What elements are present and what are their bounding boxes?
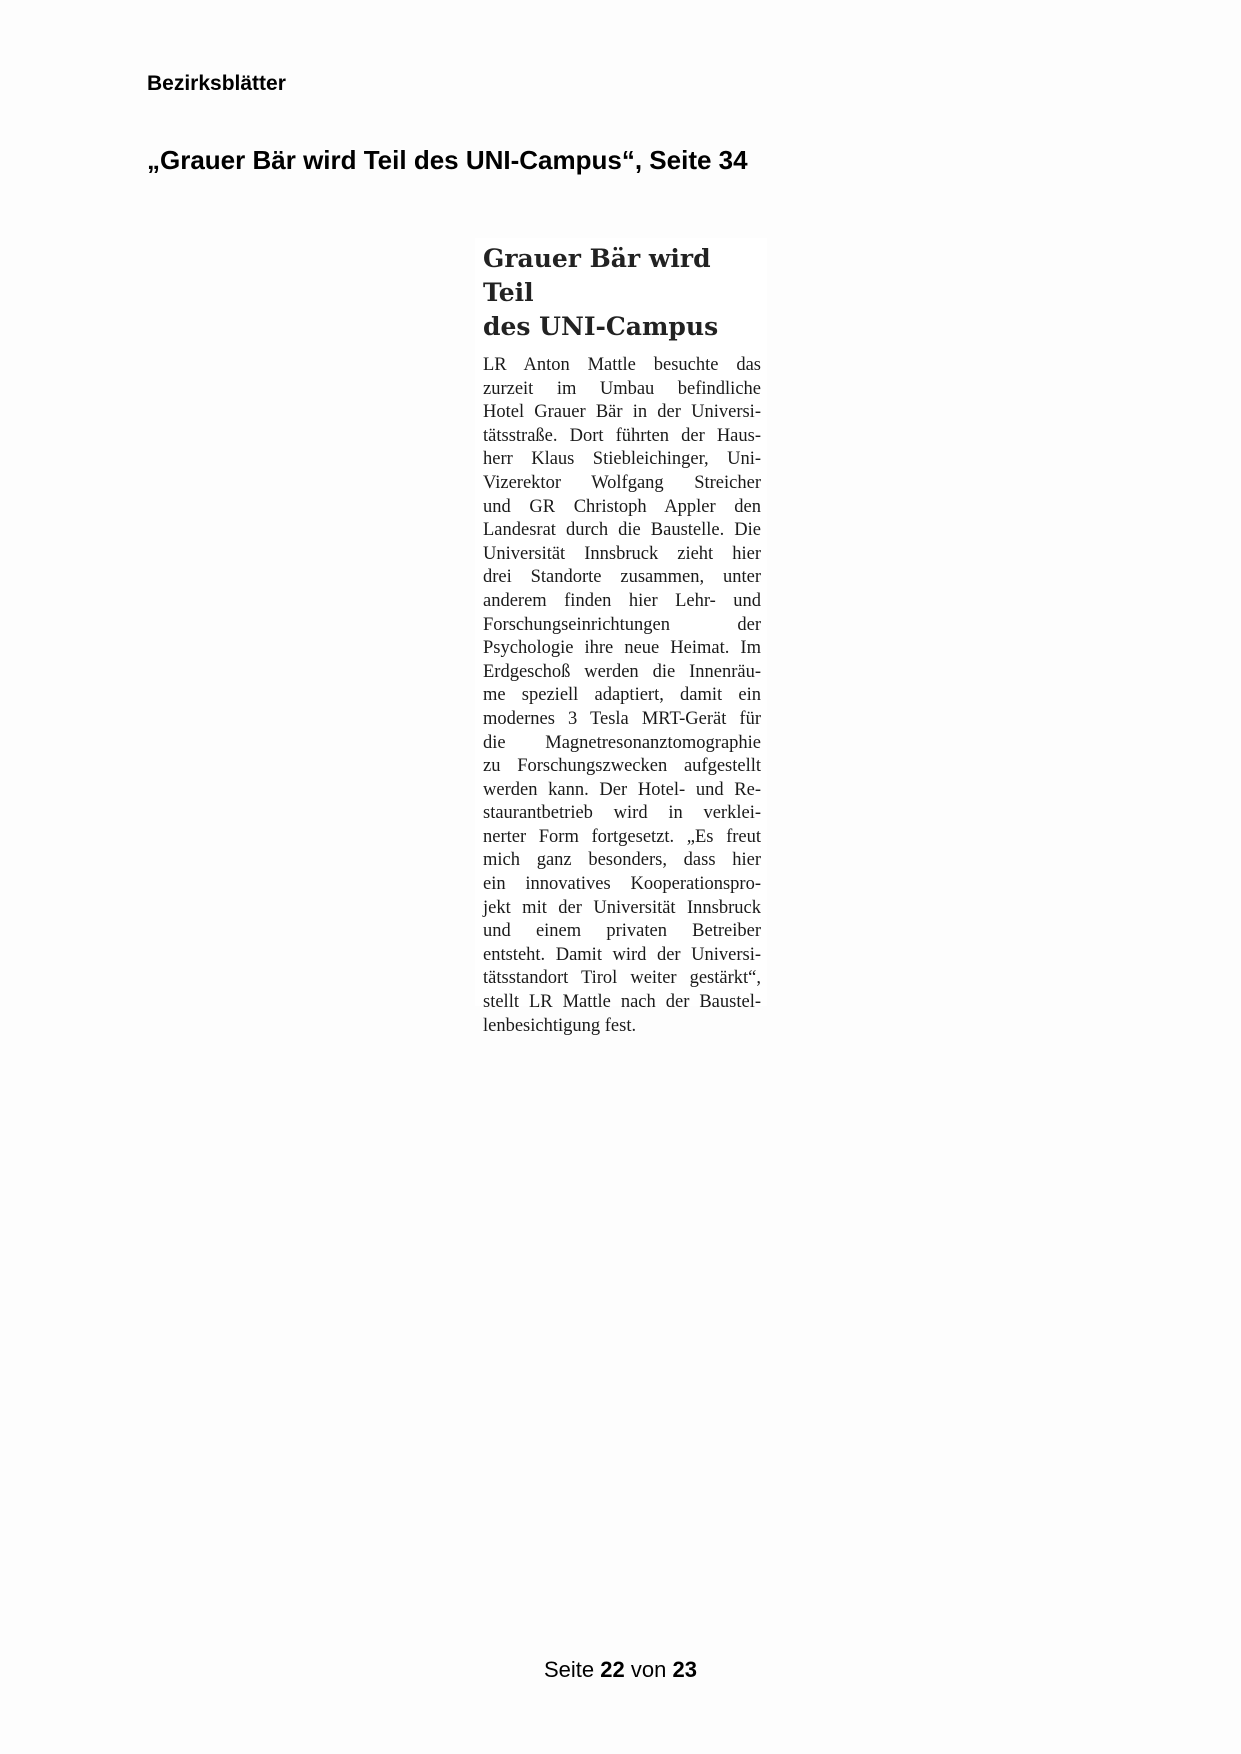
clipping-line: zu Forschungszwecken aufgestellt <box>483 756 761 777</box>
clipping-line: stellt LR Mattle nach der Baustel- <box>483 992 761 1013</box>
clipping-line: tätsstraße. Dort führten der Haus- <box>483 425 761 446</box>
clipping-line: Vizerektor Wolfgang Streicher <box>483 472 761 493</box>
clipping-line: nerter Form fortgesetzt. „Es freut <box>483 826 761 847</box>
clipping-line: Psychologie ihre neue Heimat. Im <box>483 638 761 659</box>
clipping-line: mich ganz besonders, dass hier <box>483 850 761 871</box>
clipping-line: Forschungseinrichtungen der <box>483 614 761 635</box>
clipping-line: werden kann. Der Hotel- und Re- <box>483 779 761 800</box>
current-page-number: 22 <box>600 1657 625 1682</box>
clipping-line: ein innovatives Kooperationspro- <box>483 874 761 895</box>
clipping-line: die Magnetresonanztomographie <box>483 732 761 753</box>
clipping-line: und GR Christoph Appler den <box>483 496 761 517</box>
clipping-line: Hotel Grauer Bär in der Universi- <box>483 402 761 423</box>
clipping-line: jekt mit der Universität Innsbruck <box>483 897 761 918</box>
clipping-line: zurzeit im Umbau befindliche <box>483 378 761 399</box>
clipping-line: herr Klaus Stiebleichinger, Uni- <box>483 449 761 470</box>
page-footer <box>0 1657 1241 1683</box>
article-reference-heading: „Grauer Bär wird Teil des UNI-Campus“, Seite 34 <box>147 145 748 175</box>
clipping-line: und einem privaten Betreiber <box>483 921 761 942</box>
newspaper-clipping <box>475 238 767 1036</box>
clipping-line: Landesrat durch die Baustelle. Die <box>483 520 761 541</box>
clipping-line: Erdgeschoß werden die Innenräu- <box>483 661 761 682</box>
clipping-line: me speziell adaptiert, damit ein <box>483 685 761 706</box>
section-label: Bezirksblätter <box>147 72 286 95</box>
clipping-body <box>483 354 761 1038</box>
clipping-title: Grauer Bär wird Teil des UNI-Campus <box>483 244 719 341</box>
clipping-line: drei Standorte zusammen, unter <box>483 567 761 588</box>
clipping-line: lenbesichtigung fest. <box>483 1015 637 1036</box>
footer-prefix: Seite <box>544 1657 595 1682</box>
clipping-line: tätsstandort Tirol weiter gestärkt“, <box>483 968 761 989</box>
clipping-line: Universität Innsbruck zieht hier <box>483 543 761 564</box>
clipping-line: staurantbetrieb wird in verklei- <box>483 803 761 824</box>
clipping-line: LR Anton Mattle besuchte das <box>483 355 761 375</box>
footer-separator: von <box>630 1657 667 1682</box>
total-page-count: 23 <box>672 1657 697 1682</box>
clipping-line: anderem finden hier Lehr- und <box>483 590 761 611</box>
clipping-line: entsteht. Damit wird der Universi- <box>483 944 761 965</box>
clipping-line: modernes 3 Tesla MRT-Gerät für <box>483 708 761 729</box>
